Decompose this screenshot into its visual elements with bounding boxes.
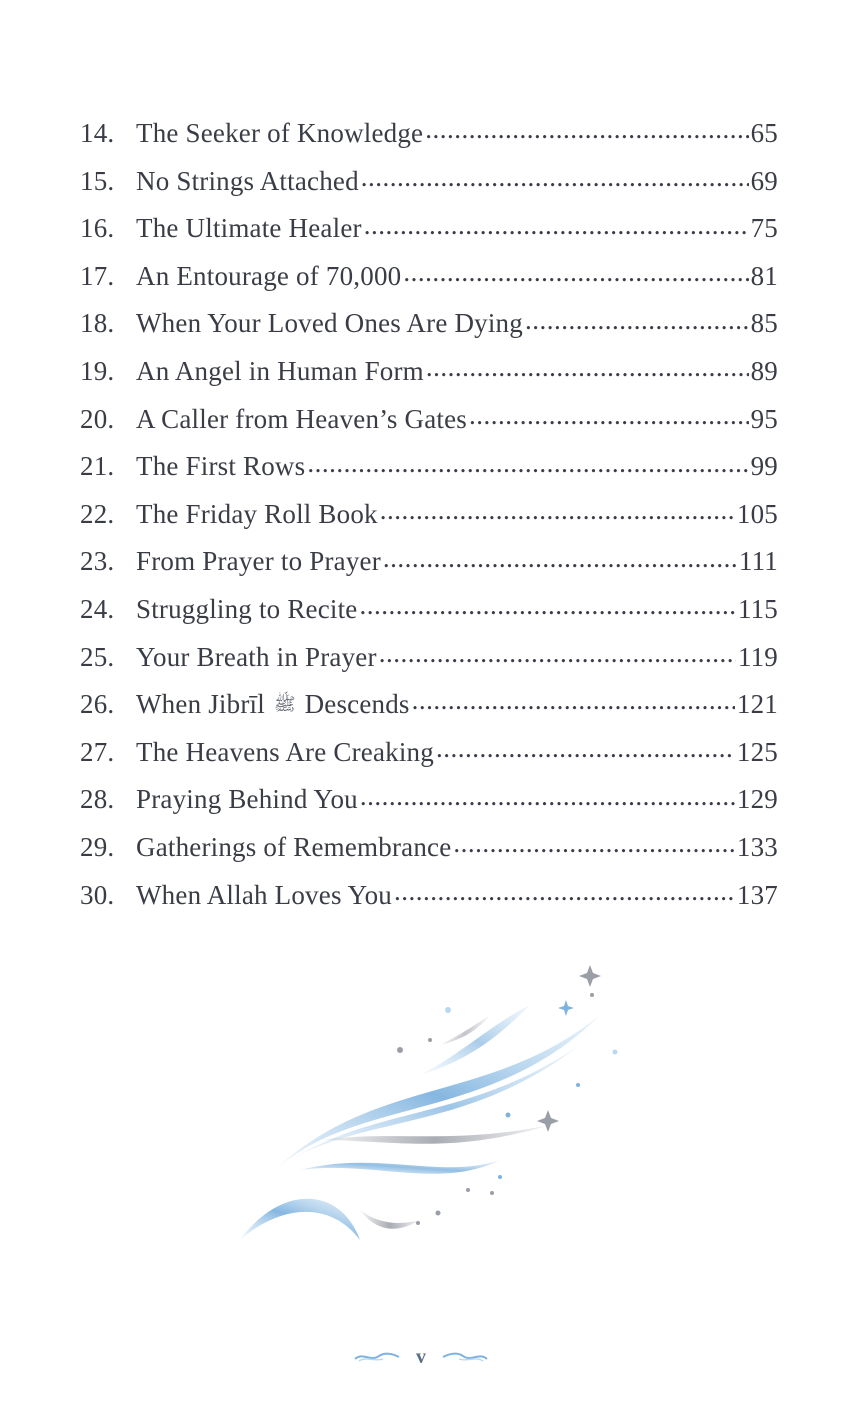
- toc-dot-leader: [361, 163, 749, 190]
- table-of-contents: [80, 110, 778, 919]
- feather-swoosh-icon: [230, 955, 630, 1255]
- toc-entry[interactable]: [80, 824, 778, 872]
- page-number: v: [416, 1345, 426, 1368]
- toc-entry[interactable]: [80, 158, 778, 206]
- toc-dot-leader: [379, 639, 736, 666]
- toc-entry-number: 16.: [80, 213, 115, 244]
- toc-entry-page: 133: [736, 831, 778, 862]
- toc-entry-title: An Angel in Human Form: [136, 355, 424, 386]
- toc-entry[interactable]: [80, 253, 778, 301]
- toc-entry[interactable]: [80, 729, 778, 777]
- toc-entry-title: A Caller from Heaven’s Gates: [136, 403, 467, 434]
- toc-entry-number: 21.: [80, 451, 115, 482]
- toc-dot-leader: [469, 401, 749, 428]
- toc-dot-leader: [360, 781, 735, 808]
- toc-dot-leader: [394, 877, 735, 904]
- toc-entry-number: 18.: [80, 308, 115, 339]
- toc-entry[interactable]: [80, 586, 778, 634]
- toc-entry[interactable]: [80, 538, 778, 586]
- toc-entry-number: 23.: [80, 546, 115, 577]
- toc-entry-page: 65: [750, 118, 778, 148]
- toc-entry[interactable]: [80, 634, 778, 682]
- swash-ornament-icon: [441, 1350, 489, 1364]
- toc-entry-number: 19.: [80, 355, 115, 386]
- toc-entry-page: 137: [736, 879, 778, 910]
- toc-entry-number: 17.: [80, 260, 115, 291]
- toc-entry-page: 81: [750, 260, 778, 291]
- toc-entry-page: 111: [738, 546, 778, 577]
- toc-dot-leader: [359, 591, 735, 618]
- toc-entry[interactable]: [80, 300, 778, 348]
- toc-dot-leader: [364, 210, 749, 237]
- toc-entry-title: An Entourage of 70,000: [136, 260, 402, 291]
- toc-entry-page: 95: [750, 403, 778, 434]
- toc-entry-title-after: Descends: [297, 689, 410, 720]
- toc-entry-page: 121: [736, 689, 778, 720]
- toc-entry-title: When Your Loved Ones Are Dying: [136, 308, 523, 339]
- toc-dot-leader: [403, 258, 748, 285]
- toc-dot-leader: [525, 305, 749, 332]
- toc-entry-title-before: When Jibrīl: [136, 689, 272, 720]
- toc-entry-page: 129: [736, 784, 778, 815]
- toc-entry-number: 14.: [80, 118, 115, 148]
- toc-entry[interactable]: [80, 348, 778, 396]
- toc-entry-number: 28.: [80, 784, 115, 815]
- toc-entry-number: 25.: [80, 641, 115, 672]
- toc-entry-page: 75: [750, 213, 778, 244]
- toc-dot-leader: [453, 829, 735, 856]
- toc-entry-page: 115: [737, 593, 778, 624]
- toc-entry-number: 30.: [80, 879, 115, 910]
- toc-entry[interactable]: [80, 110, 778, 158]
- toc-entry-title: The Seeker of Knowledge: [136, 118, 424, 148]
- toc-dot-leader: [380, 496, 735, 523]
- toc-entry-title: Struggling to Recite: [136, 593, 358, 624]
- toc-entry-title: The First Rows: [136, 451, 306, 482]
- toc-entry-title: Gatherings of Remembrance: [136, 831, 452, 862]
- toc-dot-leader: [383, 543, 737, 570]
- toc-entry-title: No Strings Attached: [136, 165, 359, 196]
- toc-entry-title: When Allah Loves You: [136, 879, 392, 910]
- toc-entry-number: 15.: [80, 165, 115, 196]
- toc-dot-leader: [412, 686, 735, 713]
- toc-entry[interactable]: [80, 443, 778, 491]
- toc-entry-page: 119: [737, 641, 778, 672]
- toc-dot-leader: [307, 448, 748, 475]
- toc-entry-number: 22.: [80, 498, 115, 529]
- toc-entry-page: 69: [750, 165, 778, 196]
- toc-entry-title: The Heavens Are Creaking: [136, 736, 434, 767]
- toc-entry[interactable]: [80, 205, 778, 253]
- toc-entry[interactable]: [80, 396, 778, 444]
- toc-entry-title: Praying Behind You: [136, 784, 358, 815]
- page-footer: [0, 1345, 842, 1369]
- toc-entry-page: 85: [750, 308, 778, 339]
- toc-entry-page: 89: [750, 355, 778, 386]
- toc-entry[interactable]: [80, 776, 778, 824]
- toc-dot-leader: [425, 115, 748, 142]
- toc-entry-page: 105: [736, 498, 778, 529]
- toc-entry-page: 99: [750, 451, 778, 482]
- toc-entry-title: The Friday Roll Book: [136, 498, 378, 529]
- salutation-calligraphy-icon: ﷺ: [273, 694, 296, 715]
- toc-entry-page: 125: [736, 736, 778, 767]
- swash-ornament-icon: [353, 1350, 401, 1364]
- toc-entry[interactable]: [80, 491, 778, 539]
- toc-entry-number: 20.: [80, 403, 115, 434]
- toc-entry-title: Your Breath in Prayer: [136, 641, 377, 672]
- toc-entry-title: From Prayer to Prayer: [136, 546, 381, 577]
- toc-entry-number: 26.: [80, 689, 115, 720]
- toc-dot-leader: [436, 734, 735, 761]
- toc-entry-title: [136, 681, 410, 729]
- toc-entry[interactable]: [80, 681, 778, 729]
- toc-entry-number: 24.: [80, 593, 115, 624]
- toc-dot-leader: [426, 353, 749, 380]
- toc-entry-number: 29.: [80, 831, 115, 862]
- toc-entry-title: The Ultimate Healer: [136, 213, 362, 244]
- toc-entry-number: 27.: [80, 736, 115, 767]
- toc-entry[interactable]: [80, 872, 778, 920]
